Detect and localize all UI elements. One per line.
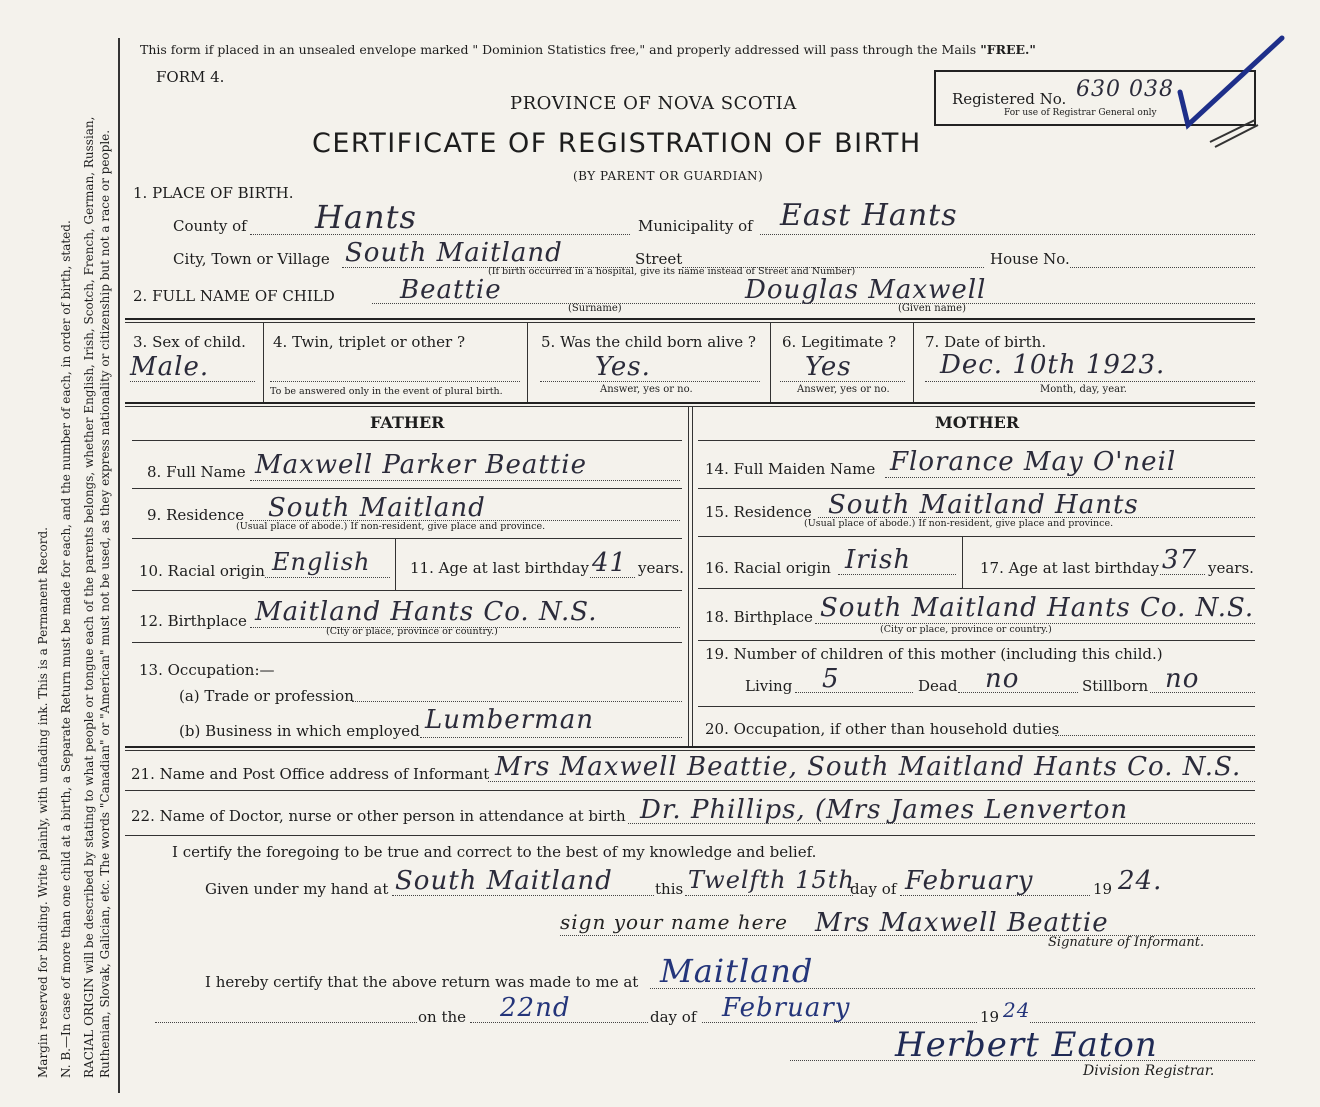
mother-birthplace-label: 18. Birthplace <box>705 608 813 626</box>
child-name-label: 2. FULL NAME OF CHILD <box>133 287 335 305</box>
surname-note: (Surname) <box>568 303 622 314</box>
living-label: Living <box>745 677 793 695</box>
province-heading: PROVINCE OF NOVA SCOTIA <box>510 93 797 114</box>
sex-label: 3. Sex of child. <box>133 333 246 351</box>
father-birthplace-note: (City or place, province or country.) <box>326 626 498 637</box>
city-label: City, Town or Village <box>173 250 330 268</box>
margin-notes <box>0 0 120 1107</box>
mother-racial-value: Irish <box>845 545 912 575</box>
father-birthplace-label: 12. Birthplace <box>139 612 247 630</box>
mother-occupation-label: 20. Occupation, if other than household duties <box>705 720 1060 738</box>
registrar-month: February <box>722 993 851 1023</box>
stillborn-value: no <box>1165 664 1200 694</box>
certify-year-value: 24. <box>1118 866 1163 896</box>
day-of-label: day of <box>850 880 897 898</box>
father-name-value: Maxwell Parker Beattie <box>255 450 588 480</box>
margin-note-binding: Margin reserved for binding. Write plainly, with unfading ink. This is a Permanent Record. <box>36 527 50 1078</box>
registered-label: Registered No. <box>952 90 1067 108</box>
mother-residence-label: 15. Residence <box>705 503 812 521</box>
alive-value: Yes. <box>595 352 651 382</box>
mother-residence-note: (Usual place of abode.) If non-resident, give place and province. <box>804 518 1114 529</box>
registrar-place: Maitland <box>660 952 814 990</box>
day-of-value: February <box>905 866 1034 896</box>
registrar-day-of: day of <box>650 1008 697 1026</box>
trade-label: (a) Trade or profession <box>179 687 354 705</box>
municipality-value: East Hants <box>780 198 958 233</box>
street-note: (If birth occurred in a hospital, give its name instead of Street and Number) <box>488 266 856 277</box>
father-racial-label: 10. Racial origin <box>139 562 265 580</box>
father-racial-value: English <box>272 548 371 576</box>
certify-year-prefix: 19 <box>1093 880 1113 898</box>
mother-name-label: 14. Full Maiden Name <box>705 460 876 478</box>
sex-value: Male. <box>130 352 210 382</box>
checkmark-icon <box>1170 30 1290 160</box>
page-title: CERTIFICATE OF REGISTRATION OF BIRTH <box>312 128 922 159</box>
dob-value: Dec. 10th 1923. <box>940 350 1166 380</box>
registered-number: 630 038 <box>1076 77 1174 102</box>
father-residence-label: 9. Residence <box>147 506 245 524</box>
dead-label: Dead <box>918 677 958 695</box>
municipality-label: Municipality of <box>638 217 753 235</box>
stillborn-label: Stillborn <box>1082 677 1149 695</box>
alive-label: 5. Was the child born alive ? <box>541 333 756 351</box>
page-subtitle: (BY PARENT OR GUARDIAN) <box>573 169 764 183</box>
given-label: Given under my hand at <box>205 880 389 898</box>
dob-label: 7. Date of birth. <box>925 333 1047 351</box>
legitimate-label: 6. Legitimate ? <box>782 333 897 351</box>
father-age-value: 41 <box>592 548 628 578</box>
mother-children-label: 19. Number of children of this mother (including this child.) <box>705 645 1163 663</box>
attendant-value: Dr. Phillips, (Mrs James Lenverton <box>640 795 1129 825</box>
margin-note-multiple-births: N. B.—In case of more than one child at a birth, a Separate Return must be made for each, and the number of each, in order of birth, stated. <box>59 220 73 1078</box>
given-name-note: (Given name) <box>898 303 966 314</box>
street-label: Street <box>635 250 683 268</box>
mother-name-value: Florance May O'neil <box>890 447 1177 477</box>
margin-rule <box>118 38 120 1093</box>
child-given-name: Douglas Maxwell <box>745 275 987 305</box>
mother-birthplace-note: (City or place, province or country.) <box>880 624 1052 635</box>
form-number: FORM 4. <box>156 68 225 86</box>
business-label: (b) Business in which employed <box>179 722 420 740</box>
alive-note: Answer, yes or no. <box>600 384 693 395</box>
registrar-year-prefix: 19 <box>980 1008 1000 1026</box>
registrar-day: 22nd <box>500 993 571 1023</box>
mother-residence-value: South Maitland Hants <box>828 490 1139 520</box>
registrar-statement: I hereby certify that the above return was made to me at <box>205 973 639 991</box>
living-value: 5 <box>822 664 840 694</box>
mother-age-value: 37 <box>1162 545 1198 575</box>
on-the-label: on the <box>418 1008 467 1026</box>
mother-age-label: 17. Age at last birthday <box>980 559 1159 577</box>
legitimate-note: Answer, yes or no. <box>797 384 890 395</box>
father-occupation-label: 13. Occupation:— <box>139 661 275 679</box>
father-birthplace-value: Maitland Hants Co. N.S. <box>255 597 598 627</box>
city-value: South Maitland <box>345 238 563 268</box>
certify-statement: I certify the foregoing to be true and correct to the best of my knowledge and belief. <box>172 843 817 861</box>
margin-note-nationality: Ruthenian, Slovak, Galician, etc. The words "Canadian" or "American" must not be used, as they express nationality or citizenship but not a race or people. <box>98 129 112 1078</box>
father-heading: FATHER <box>370 413 445 432</box>
county-label: County of <box>173 217 247 235</box>
this-label: this <box>655 880 684 898</box>
registrar-signature: Herbert Eaton <box>895 1025 1158 1065</box>
mother-birthplace-value: South Maitland Hants Co. N.S. <box>820 593 1255 623</box>
registrar-year: 24 <box>1003 998 1031 1022</box>
business-value: Lumberman <box>425 705 595 735</box>
mother-racial-label: 16. Racial origin <box>705 559 831 577</box>
father-name-label: 8. Full Name <box>147 463 246 481</box>
sign-instruction: sign your name here <box>560 910 788 934</box>
father-residence-value: South Maitland <box>268 493 486 523</box>
legitimate-value: Yes <box>805 352 852 382</box>
child-surname: Beattie <box>400 275 502 305</box>
attendant-label: 22. Name of Doctor, nurse or other person in attendance at birth <box>131 807 626 825</box>
informant-value: Mrs Maxwell Beattie, South Maitland Hants Co. N.S. <box>495 752 1242 782</box>
dead-value: no <box>985 664 1020 694</box>
informant-label: 21. Name and Post Office address of Informant <box>131 765 490 783</box>
this-value: Twelfth 15th <box>688 866 855 894</box>
mail-notice: This form if placed in an unsealed envelope marked " Dominion Statistics free," and properly addressed will pass through the Mails "FREE." <box>140 42 1036 57</box>
twin-label: 4. Twin, triplet or other ? <box>273 333 465 351</box>
signature-label: Signature of Informant. <box>1048 935 1205 950</box>
house-label: House No. <box>990 250 1070 268</box>
twin-note: To be answered only in the event of plural birth. <box>270 386 503 397</box>
county-value: Hants <box>315 198 417 236</box>
father-years: years. <box>638 559 684 577</box>
given-place: South Maitland <box>395 866 613 896</box>
margin-note-racial-origin: RACIAL ORIGIN will be described by stating to what people or tongue each of the parents belongs, whether English, Irish, Scotch, French, German, Russian, <box>82 116 96 1078</box>
mother-heading: MOTHER <box>935 413 1020 432</box>
place-of-birth-heading: 1. PLACE OF BIRTH. <box>133 184 294 202</box>
father-age-label: 11. Age at last birthday <box>410 559 589 577</box>
mother-years: years. <box>1208 559 1254 577</box>
registrar-title: Division Registrar. <box>1083 1063 1215 1079</box>
dob-note: Month, day, year. <box>1040 384 1127 395</box>
father-residence-note: (Usual place of abode.) If non-resident, give place and province. <box>236 521 546 532</box>
informant-signature: Mrs Maxwell Beattie <box>815 908 1109 938</box>
registered-note: For use of Registrar General only <box>1004 108 1157 118</box>
